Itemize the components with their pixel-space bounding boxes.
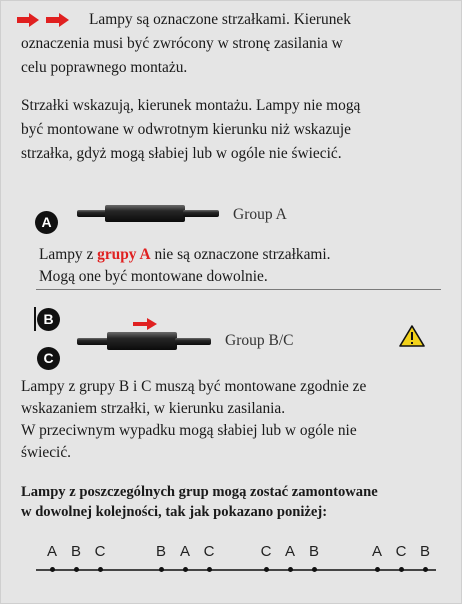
- sequence-letter: B: [70, 543, 81, 560]
- sequence-dot: [159, 567, 164, 572]
- sequence-letter: B: [155, 543, 166, 560]
- sequence-letter: C: [203, 543, 215, 560]
- sequence-dot: [312, 567, 317, 572]
- group-a-highlight: grupy A: [97, 246, 151, 263]
- lamp-group-a-icon: [77, 201, 219, 227]
- sequence-dot: [183, 567, 188, 572]
- order-line-2: w dowolnej kolejności, tak jak pokazano poniżej:: [21, 504, 328, 520]
- intro-line-1: Lampy są oznaczone strzałkami. Kierunek: [89, 11, 351, 28]
- direction-line-1: Strzałki wskazują, kierunek montażu. Lampy nie mogą: [21, 97, 361, 114]
- direction-line-2: być montowane w odwrotnym kierunku niż wskazuje: [21, 121, 351, 138]
- section-divider: [36, 289, 441, 290]
- sequence-letter: A: [284, 543, 295, 560]
- sequence-dot: [74, 567, 79, 572]
- group-a-text-line-2: Mogą one być montowane dowolnie.: [39, 268, 268, 285]
- direction-line-3: strzałka, gdyż mogą słabiej lub w ogóle nie świecić.: [21, 145, 342, 162]
- sequence-letter: C: [94, 543, 106, 560]
- intro-line-2: oznaczenia musi być zwrócony w stronę zasilania w: [21, 35, 343, 52]
- sequence-dot: [399, 567, 404, 572]
- group-bc-line-3: W przeciwnym wypadku mogą słabiej lub w ogóle nie: [21, 422, 357, 439]
- group-b-badge: B: [37, 308, 60, 331]
- sequence-dot: [288, 567, 293, 572]
- bracket-line: [34, 307, 36, 331]
- sequence-letter: B: [419, 543, 430, 560]
- order-line-1: Lampy z poszczególnych grup mogą zostać zamontowane: [21, 484, 378, 500]
- sequence-letter: B: [308, 543, 319, 560]
- sequence-dot: [98, 567, 103, 572]
- red-arrows-icon: [17, 13, 73, 27]
- group-bc-line-1: Lampy z grupy B i C muszą być montowane zgodnie ze: [21, 378, 367, 395]
- sequence-letter: A: [179, 543, 190, 560]
- group-a-label: Group A: [233, 206, 287, 223]
- group-bc-line-2: wskazaniem strzałki, w kierunku zasilania.: [21, 400, 286, 417]
- sequence-dot: [423, 567, 428, 572]
- lamp-group-bc-icon: [77, 316, 211, 356]
- sequence-dot: [50, 567, 55, 572]
- sequence-letter: A: [46, 543, 57, 560]
- warning-triangle-icon: [399, 325, 425, 347]
- sequence-dot: [375, 567, 380, 572]
- group-a-badge: A: [35, 211, 58, 234]
- intro-line-3: celu poprawnego montażu.: [21, 59, 188, 76]
- group-c-badge: C: [37, 347, 60, 370]
- group-bc-line-4: świecić.: [21, 444, 71, 461]
- group-bc-label: Group B/C: [225, 332, 294, 349]
- sequence-dot: [207, 567, 212, 572]
- group-a-text-line-1: Lampy z grupy A nie są oznaczone strzałkami.: [39, 246, 331, 263]
- sequence-letter: C: [260, 543, 272, 560]
- sequence-letter: C: [395, 543, 407, 560]
- sequence-dot: [264, 567, 269, 572]
- sequence-letter: A: [371, 543, 382, 560]
